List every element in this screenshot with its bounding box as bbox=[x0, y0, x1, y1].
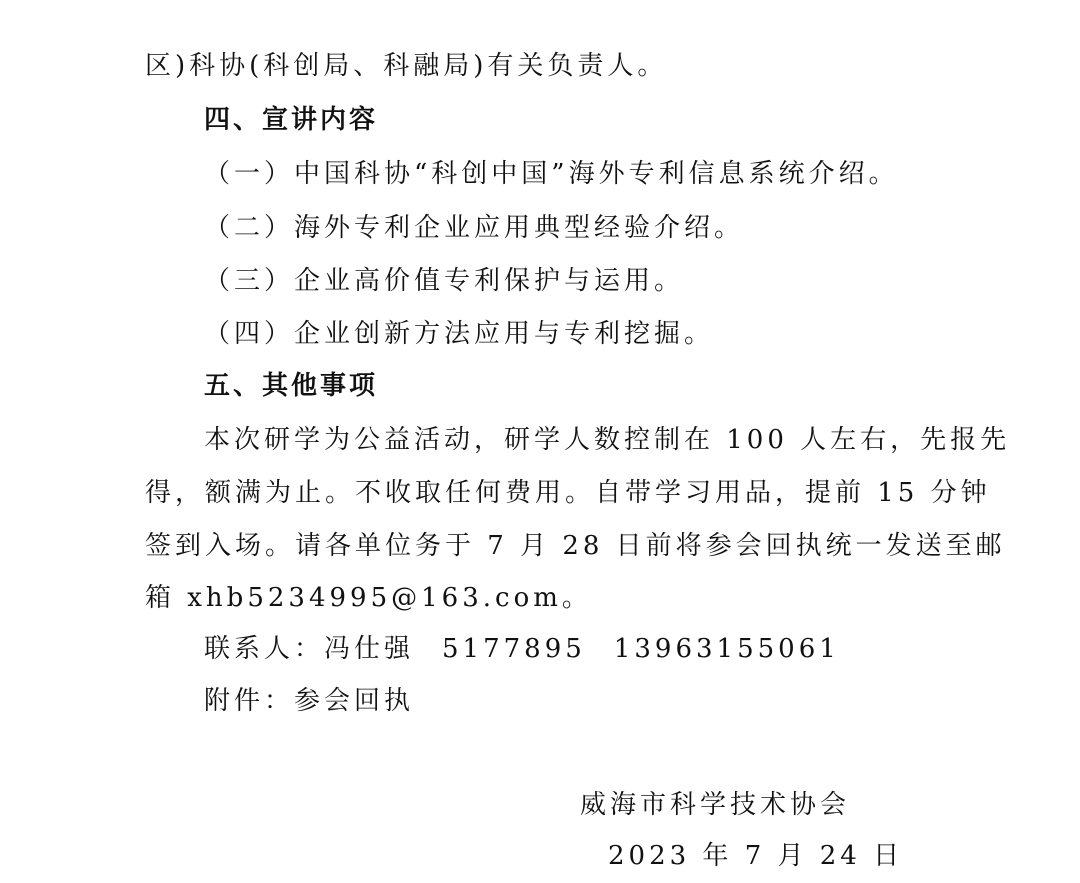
content-item-1: （一）中国科协“科创中国”海外专利信息系统介绍。 bbox=[204, 159, 899, 189]
signature-org: 威海市科学技术协会 bbox=[580, 790, 851, 820]
content-item-4: （四）企业创新方法应用与专利挖掘。 bbox=[204, 319, 715, 349]
content-item-2: （二）海外专利企业应用典型经验介绍。 bbox=[204, 213, 745, 243]
attachment-line: 附件：参会回执 bbox=[204, 686, 415, 716]
content-item-3: （三）企业高价值专利保护与运用。 bbox=[204, 266, 685, 296]
other-paragraph-line-2: 得，额满为止。不收取任何费用。自带学习用品，提前 15 分钟 bbox=[145, 478, 991, 508]
other-paragraph-line-1: 本次研学为公益活动，研学人数控制在 100 人左右，先报先 bbox=[204, 425, 1011, 455]
contact-label: 联系人：冯仕强 bbox=[204, 634, 415, 664]
section-heading-content: 四、宣讲内容 bbox=[204, 105, 379, 135]
contact-phone-2: 13963155061 bbox=[613, 634, 840, 664]
contact-phone-1: 5177895 bbox=[442, 634, 586, 664]
section-heading-other: 五、其他事项 bbox=[204, 371, 379, 401]
other-paragraph-line-3: 签到入场。请各单位务于 7 月 28 日前将参会回执统一发送至邮 bbox=[145, 531, 1006, 561]
signature-date: 2023 年 7 月 24 日 bbox=[608, 841, 904, 871]
continuation-line: 区)科协(科创局、科融局)有关负责人。 bbox=[145, 51, 668, 81]
contact-line bbox=[204, 633, 840, 665]
other-paragraph-line-4: 箱 xhb5234995@163.com。 bbox=[145, 583, 592, 613]
